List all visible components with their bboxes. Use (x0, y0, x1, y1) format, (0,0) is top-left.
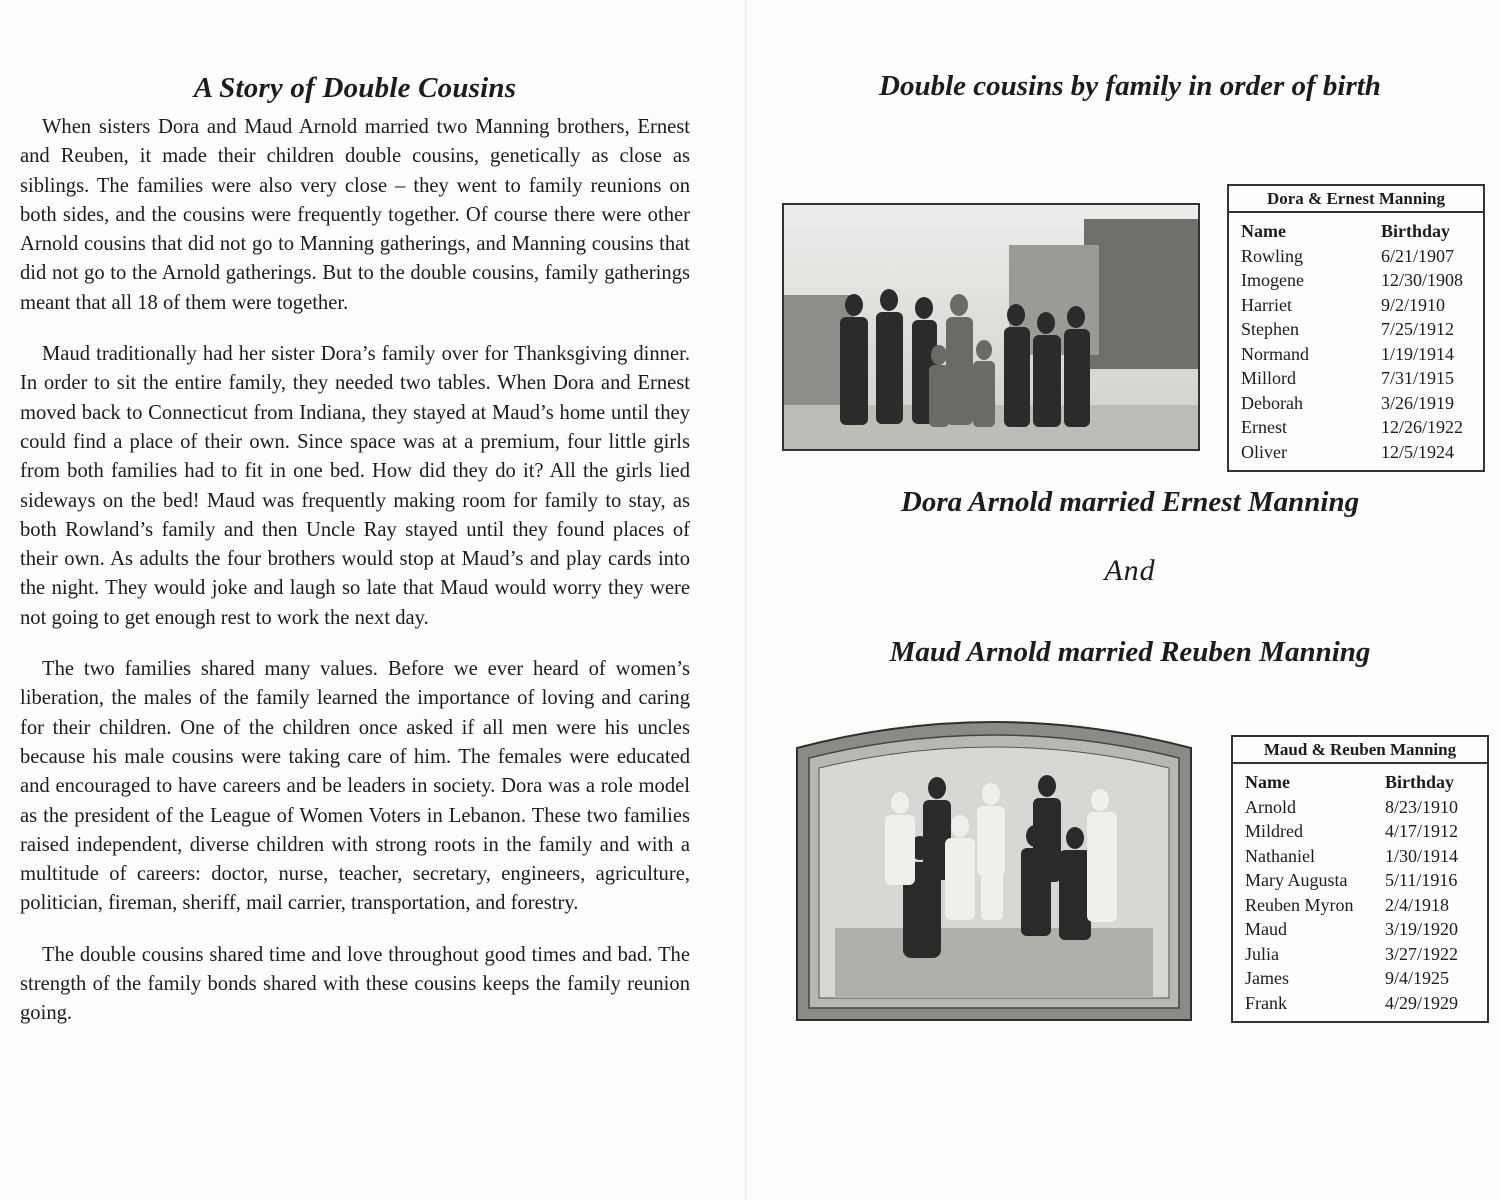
table-title: Dora & Ernest Manning (1229, 186, 1483, 213)
cell-name: Imogene (1241, 270, 1304, 290)
table-row (1241, 317, 1473, 342)
photo-dora-ernest-family-image (784, 205, 1198, 449)
table-row (1245, 868, 1477, 893)
cell-birthday: 7/31/1915 (1381, 368, 1455, 388)
table-row (1245, 819, 1477, 844)
cell-name: Normand (1241, 343, 1309, 364)
table-row (1241, 415, 1473, 440)
cell-birthday: 3/26/1919 (1381, 392, 1455, 413)
column-header-birthday: Birthday (1381, 221, 1451, 241)
married-word: married (1057, 636, 1153, 668)
left-page (20, 72, 690, 1051)
table-body (1229, 213, 1483, 464)
cell-birthday: 9/4/1925 (1385, 968, 1450, 988)
married-word: married (1059, 486, 1155, 518)
table-row (1241, 342, 1473, 367)
cell-birthday: 3/19/1920 (1385, 919, 1459, 939)
table-row (1241, 293, 1473, 318)
paragraph-2: Maud traditionally had her sister Dora’s family over for Thanksgiving dinner. In order to sit the entire family, they needed two tables. When Dora and Ernest moved back to Connecticut from Indiana, they stayed at Maud’s home until they could find a place of their own. Since space was at a premium, four little girls from both families had to fit in one bed. How did they do it? All the girls lied sideways on the bed! Maud was frequently making room for family to stay, as both Rowland’s family and then Uncle Ray stayed until they found places of their own. As adults the four brothers would stop at Maud’s and play cards into the night. They would joke and laugh so late that Maud would worry they were not going to get enough rest to work the next day. (20, 343, 690, 629)
cell-birthday: 12/30/1908 (1381, 270, 1464, 290)
table-header-row (1245, 770, 1477, 795)
cell-birthday: 7/25/1912 (1381, 319, 1455, 339)
cell-name: Stephen (1241, 319, 1299, 339)
cell-birthday: 9/2/1910 (1381, 294, 1446, 315)
table-row (1241, 391, 1473, 416)
cell-birthday: 4/17/1912 (1385, 821, 1459, 841)
cell-name: Harriet (1241, 294, 1292, 315)
bride-name: Maud Arnold (889, 636, 1051, 668)
photo-maud-reuben-family-image (795, 708, 1193, 1022)
table-body (1233, 764, 1487, 1015)
cell-name: Mildred (1245, 821, 1303, 841)
cousins-list-title: Double cousins by family in order of birth (879, 70, 1381, 102)
cell-birthday: 1/30/1914 (1385, 845, 1459, 866)
cell-name: Ernest (1241, 417, 1287, 437)
column-header-name: Name (1241, 221, 1286, 241)
cell-birthday: 5/11/1916 (1385, 870, 1458, 890)
groom-name: Ernest Manning (1161, 486, 1360, 518)
cell-name: Millord (1241, 368, 1297, 388)
paragraph-4: The double cousins shared time and love throughout good times and bad. The strength of the family bonds shared with these cousins keeps the family reunion going. (20, 943, 690, 1025)
photo-dora-ernest-family (782, 203, 1200, 451)
table-title: Maud & Reuben Manning (1233, 737, 1487, 764)
cell-birthday: 2/4/1918 (1385, 894, 1450, 915)
marriage-dora-ernest (780, 486, 1480, 519)
cell-birthday: 12/26/1922 (1381, 417, 1464, 437)
cell-birthday: 6/21/1907 (1381, 245, 1455, 266)
cell-name: Nathaniel (1245, 845, 1315, 866)
table-row (1245, 991, 1477, 1016)
cell-name: Frank (1245, 992, 1287, 1013)
table-row (1245, 917, 1477, 942)
table-maud-reuben (1231, 735, 1489, 1023)
cell-name: Julia (1245, 943, 1279, 964)
story-title: A Story of Double Cousins (193, 72, 517, 104)
table-row (1245, 966, 1477, 991)
paragraph-1: When sisters Dora and Maud Arnold married two Manning brothers, Ernest and Reuben, it made their children double cousins, genetically as close as siblings. The families were also very close – they went to family reunions on both sides, and the cousins were frequently together. Of course there were other Arnold cousins that did not go to Manning gatherings, and Manning cousins that did not go to the Arnold gatherings. But to the double cousins, family gatherings meant that all 18 of them were together. (20, 116, 690, 314)
table-dora-ernest (1227, 184, 1485, 472)
cell-birthday: 1/19/1914 (1381, 343, 1455, 364)
table-row (1245, 942, 1477, 967)
cell-name: Deborah (1241, 392, 1303, 413)
marriage-maud-reuben (780, 636, 1480, 669)
cell-birthday: 12/5/1924 (1381, 441, 1455, 462)
page-fold (745, 0, 747, 1200)
table-row (1241, 440, 1473, 465)
table-row (1241, 268, 1473, 293)
cell-name: Oliver (1241, 441, 1287, 462)
groom-name: Reuben Manning (1160, 636, 1371, 668)
cell-name: Arnold (1245, 796, 1296, 817)
cell-birthday: 8/23/1910 (1385, 796, 1459, 817)
table-row (1241, 366, 1473, 391)
cell-name: James (1245, 968, 1289, 988)
table-header-row (1241, 219, 1473, 244)
column-header-birthday: Birthday (1385, 772, 1455, 792)
cell-name: Reuben Myron (1245, 894, 1354, 915)
cell-name: Rowling (1241, 245, 1304, 266)
cell-birthday: 3/27/1922 (1385, 943, 1459, 964)
photo-maud-reuben-family (795, 708, 1193, 1022)
column-header-name: Name (1245, 772, 1290, 792)
table-row (1245, 795, 1477, 820)
paragraph-3: The two families shared many values. Before we ever heard of women’s liberation, the males of the family learned the importance of loving and caring for their children. One of the children once asked if all men were his uncles because his male cousins were taking care of him. The females were educated and encouraged to have careers and be leaders in society. Dora was a role model as the president of the League of Women Voters in Lebanon. These two families raised independent, diverse children with strong roots in the family and with a multitude of careers: doctor, nurse, teacher, secretary, engineers, agriculture, politician, fireman, sheriff, mail carrier, transportation, and forestry. (20, 658, 690, 915)
cell-name: Maud (1245, 919, 1287, 939)
cell-name: Mary Augusta (1245, 870, 1348, 890)
bride-name: Dora Arnold (900, 486, 1053, 518)
table-row (1241, 244, 1473, 269)
and-word: And (1104, 554, 1156, 587)
table-row (1245, 893, 1477, 918)
table-row (1245, 844, 1477, 869)
cell-birthday: 4/29/1929 (1385, 992, 1459, 1013)
